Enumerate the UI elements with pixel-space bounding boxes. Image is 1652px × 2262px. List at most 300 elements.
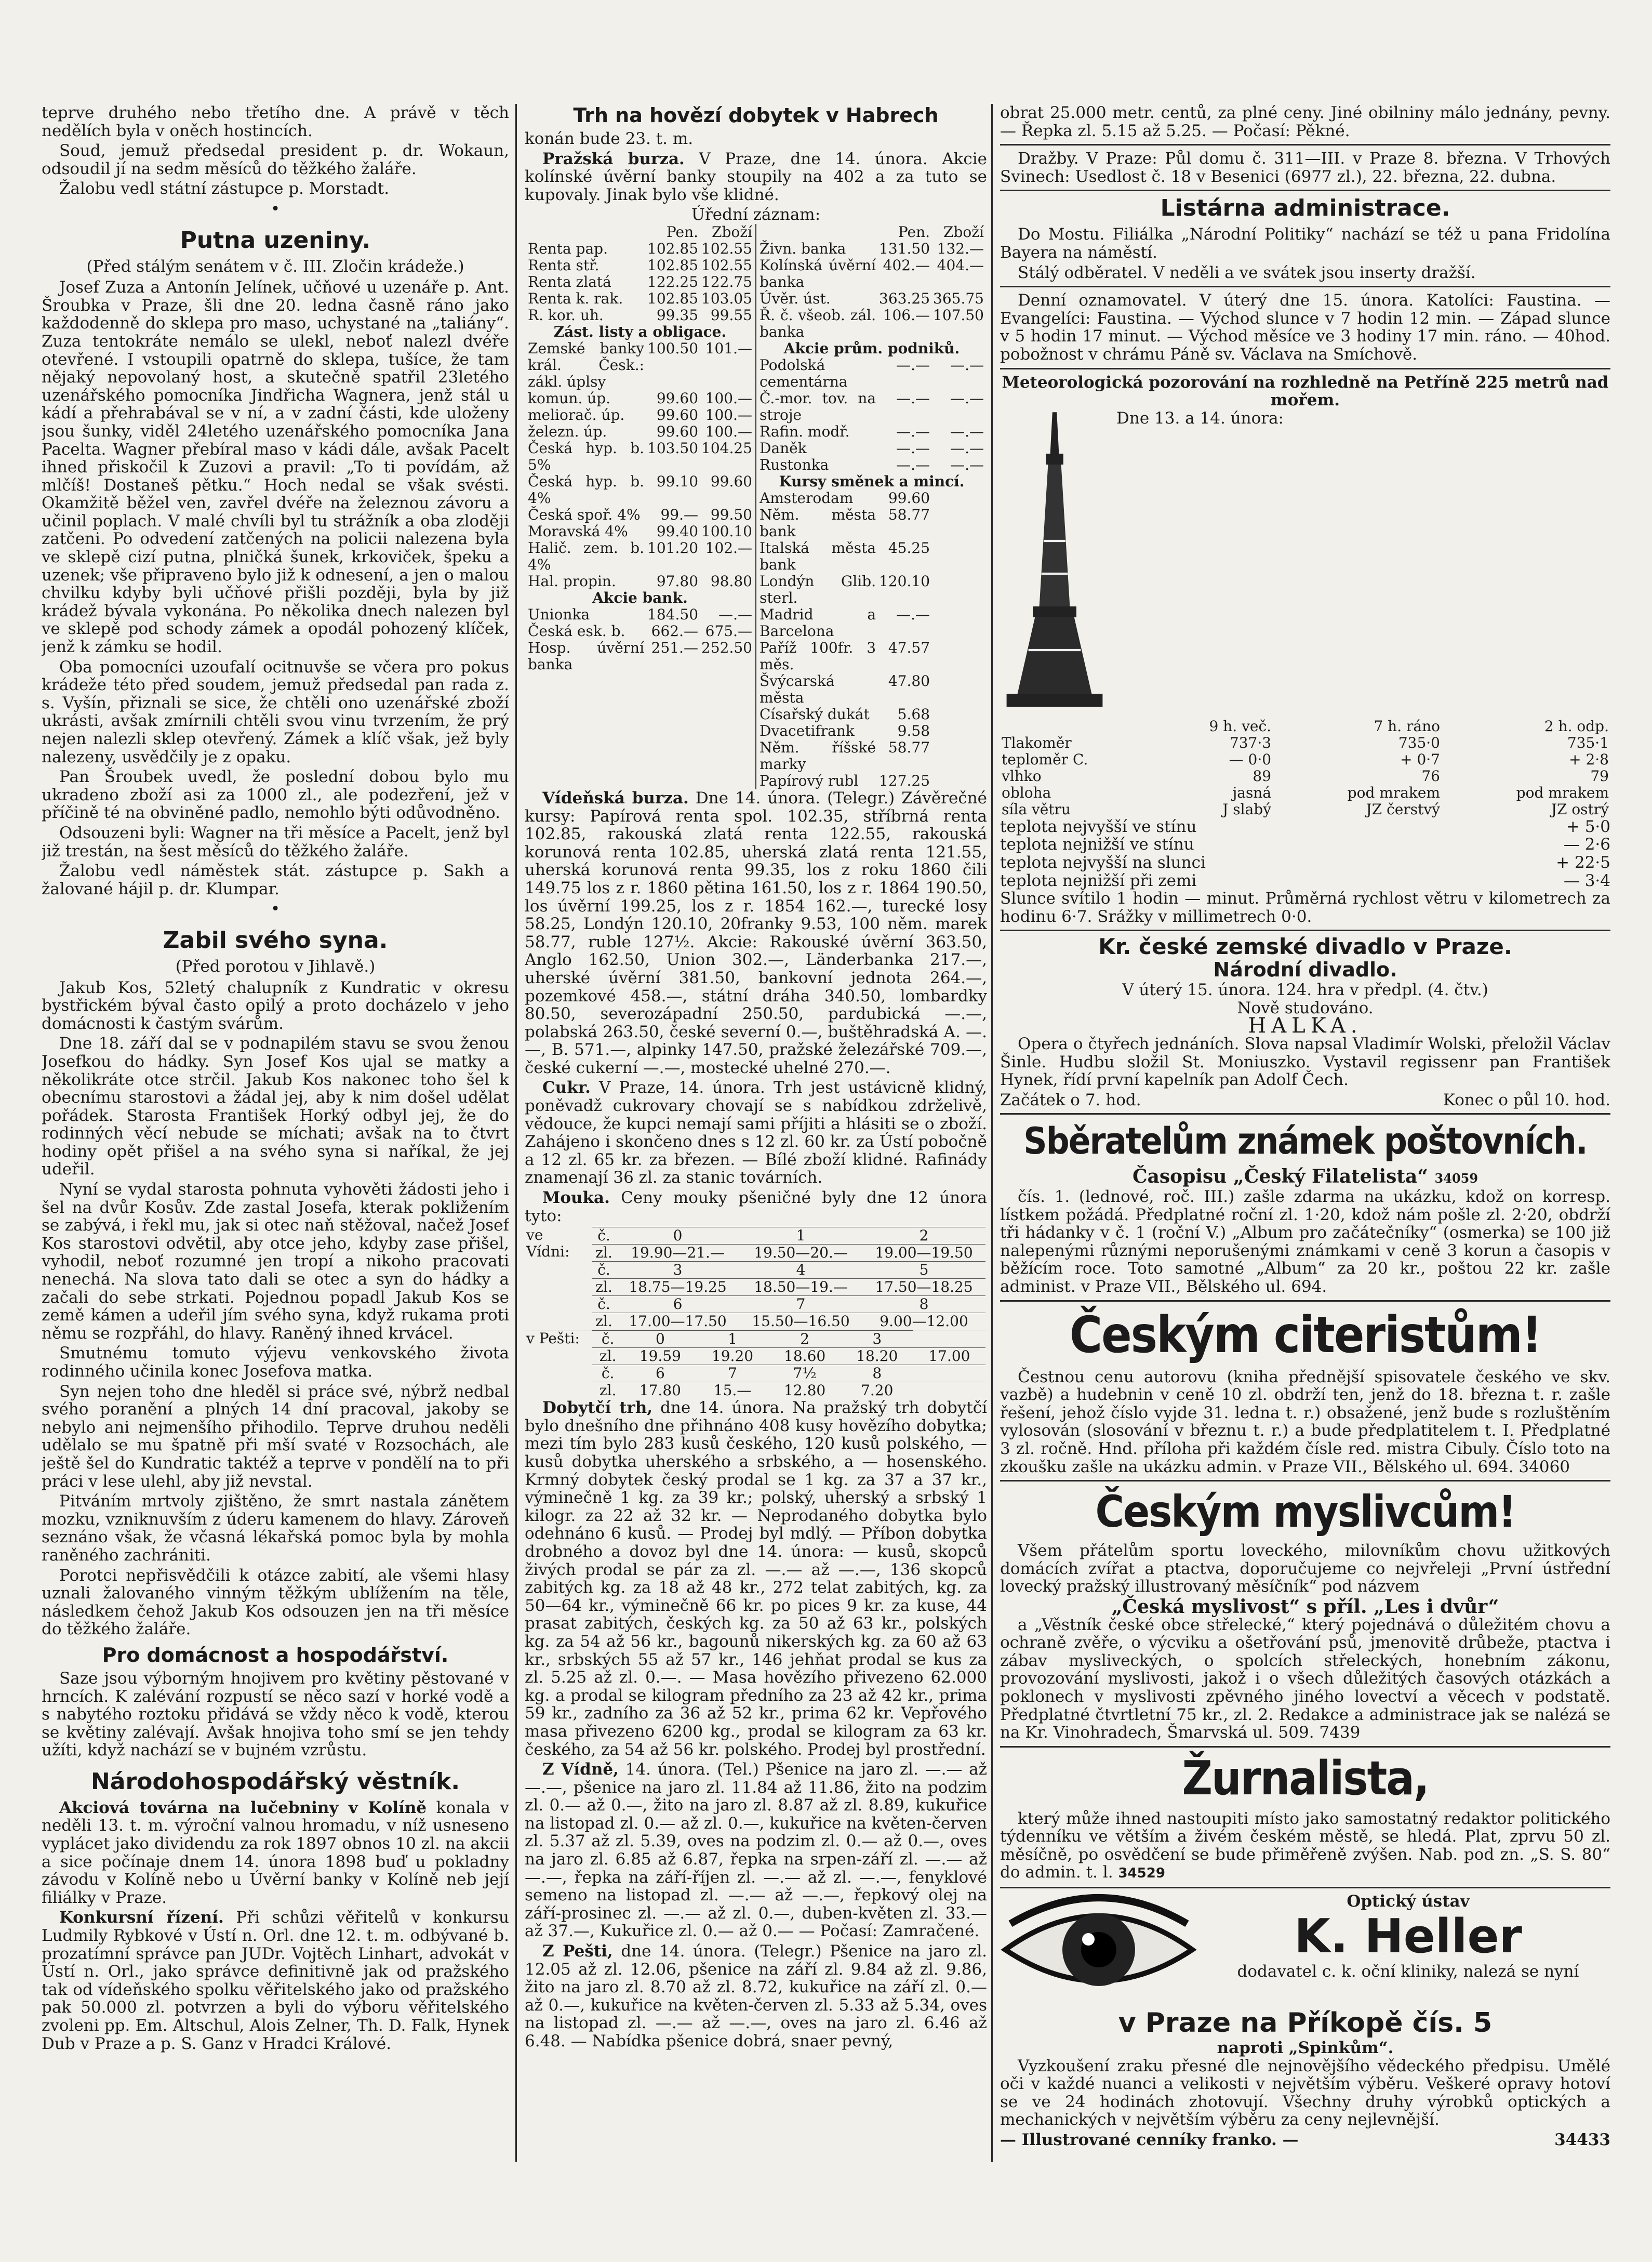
- stock-row: [758, 473, 985, 490]
- stock-row: [758, 290, 985, 307]
- run-in-heading: Dobytčí trh,: [542, 1398, 653, 1418]
- flour-cell: 4: [739, 1262, 862, 1279]
- price-cell: [931, 739, 985, 773]
- flour-cell: 17.50—18.25: [862, 1279, 985, 1296]
- flour-cell: [913, 1382, 985, 1399]
- stock-table-right: [758, 224, 985, 789]
- column-middle: [525, 104, 987, 2214]
- security-name: Amsterodam: [760, 489, 854, 507]
- price-cell: 47.57: [888, 639, 930, 656]
- stock-row: [758, 490, 985, 507]
- price-cell: 97.80: [656, 572, 699, 590]
- price-cell: 131.50: [879, 240, 930, 257]
- flour-cell: zl.: [592, 1279, 616, 1296]
- price-cell: 99.60: [888, 489, 930, 507]
- security-name: Papírový rubl: [760, 772, 859, 789]
- flour-cell: 17.80: [624, 1382, 696, 1399]
- flour-row: [592, 1365, 985, 1382]
- meteo-column-header: 2 h. odp.: [1544, 717, 1609, 735]
- meteo-cell: 735·0: [1398, 734, 1440, 751]
- paragraph-text: Při schůzi věřitelů v konkursu Ludmily Rybkové v Ústí n. Orl. dne 12. t. m. odbývané b. prozatímní správce pan JUDr. Vojtěch Linhart, advokát v Ústí n. Orl., jako správce definitivně jak od pražského tak od vídeňského spolku věřitelského jako od pražského pak 50.000 zl. potvrzen a byli do výboru věřitelského zvoleni pp. Em. Altschul, Alois Zelner, Th. D. Falk, Hynek Dub v Praze a p. S. Ganz v Hradci Králové.: [42, 1908, 509, 2053]
- flour-cell: 6: [624, 1365, 696, 1382]
- run-in-heading: Mouka.: [542, 1188, 610, 1208]
- price-cell: 404.—: [937, 256, 984, 274]
- meteo-cell: + 0·7: [1400, 750, 1440, 768]
- meteo-cell: + 2·8: [1569, 750, 1609, 768]
- stock-row: [758, 457, 985, 473]
- meteo-extreme-value: — 2·6: [1563, 835, 1610, 854]
- flour-cell: 15.—: [696, 1382, 768, 1399]
- ad-heading: Sběratelům známek poštovních.: [1023, 1120, 1587, 1163]
- flour-cell: 17.00: [913, 1348, 985, 1365]
- price-cell: 675.—: [705, 622, 752, 640]
- optician-ad: [1000, 1893, 1610, 2007]
- flour-cell: 6: [616, 1296, 739, 1313]
- stock-row: [526, 523, 754, 540]
- paragraph: Denní oznamovatel. V úterý dne 15. února. Katolíci: Faustina. — Evangelíci: Faustina. — Východ slunce v 7 hodin 12 min. — Západ slunce v 5 hodin 17 minut. — Východ měsíce ve 3 hodiny 17 min. ráno. — 40hod. pobožnost v chrámu Páně sv. Václava na Smíchově.: [1000, 291, 1610, 364]
- flour-cell: [913, 1365, 985, 1382]
- price-cell: 99.60: [656, 389, 699, 407]
- stock-row: [526, 424, 754, 440]
- run-in-heading: Z Vídně,: [542, 1760, 619, 1779]
- price-cell: 100.—: [705, 422, 752, 440]
- stock-row: [758, 507, 985, 540]
- price-cell: 103.05: [701, 289, 752, 307]
- price-cell: 99.10: [656, 472, 699, 490]
- security-name: Něm. města bank: [760, 506, 876, 540]
- price-cell: 106.—: [883, 306, 930, 324]
- price-cell: 363.25: [879, 289, 930, 307]
- column-header: Zboží: [712, 223, 752, 241]
- table-caption: Úřední záznam:: [691, 205, 821, 224]
- paragraph: Všem přátelům sportu loveckého, milovníkům chovu užitkových domácích zvířat a ptactva, doporučujeme co nejvřeleji „První ústřední lovecký pražský illustrovaný měsíčník“ pod názvem: [1000, 1541, 1610, 1596]
- price-cell: 365.75: [933, 289, 984, 307]
- price-cell: 101.20: [647, 539, 699, 557]
- price-cell: 103.50: [647, 439, 699, 457]
- price-cell: 100.—: [705, 406, 752, 424]
- flour-cell: č.: [592, 1262, 616, 1279]
- stock-row: [526, 307, 754, 324]
- meteo-tail: Slunce svítilo 1 hodin — minut. Průměrná rychlost větru v kilometrech za hodinu 6·7. Srážky v millimetrech 0·0.: [1000, 889, 1610, 926]
- meteo-extreme: [1000, 872, 1610, 890]
- performance-line: V úterý 15. února. 124. hra v předpl. (4. čtv.): [1122, 981, 1488, 1000]
- paragraph: Oba pomocníci uzoufalí ocitnuvše se včera pro pokus krádeže této před soudem, jemuž předsedal pan rada z. s. Vyšín, přiznali se sice, že chtěli ono uzenářské zboží ukrásti, avšak zmírnili chtěli svou vinu tvrzením, že prý nejen nalezli sklep otevřený. Zámek a klíč však, jež byly nalezeny, usvědčily je z opaku.: [42, 657, 509, 766]
- paragraph-text: Dne 14. února. (Telegr.) Závěrečné kursy: Papírová renta spol. 102.35, stříbrná renta 102.85, rakouská zlatá renta 122.55, rakouská korunová renta 102.85, uherská zlatá renta 121.55, uherská korunová renta 99.35, los z roku 1860 čili 149.75 los z r. 1860 pětina 161.50, los z r. 1864 190.50, los úvěrní 199.25, los z r. 1854 162.—, turecké losy 58.25, Londýn 120.10, 20franky 9.53, 100 něm. marek 58.77, ruble 127½. Akcie: Rakouské úvěrní 363.50, Anglo 162.50, Union 302.—, Länderbanka 217.—, uherské úvěrní 381.50, bankovní jednota 264.—, pozemkové 458.—, státní dráha 340.50, lombardky 80.50, severozápadní 250.50, pardubická —.—, polabská 263.50, české severní 0.—, buštěhradská A. —.—, B. 571.—, alpinky 147.50, pražské železářské 709.—, české cukerní —.—, mostecké uhelné 270.—.: [525, 788, 987, 1077]
- flour-cell: 2: [862, 1227, 985, 1245]
- meteo-table: [1000, 718, 1610, 818]
- theatre-heading: Kr. české zemské divadlo v Praze.: [1098, 934, 1512, 960]
- column-header: Pen.: [898, 223, 930, 241]
- meteo-column-header: 9 h. več.: [1209, 717, 1272, 735]
- price-cell: —.—: [896, 422, 930, 440]
- security-name: Renta k. rak.: [528, 289, 623, 307]
- stock-row: [758, 773, 985, 789]
- stock-row: [758, 440, 985, 457]
- column-right: [1000, 104, 1610, 2214]
- security-name: Živn. banka: [760, 240, 846, 257]
- security-name: Renta zlatá: [528, 273, 611, 290]
- stock-row: [526, 640, 754, 673]
- security-name: Kursy směnek a mincí.: [779, 472, 965, 490]
- stock-row: [758, 606, 985, 640]
- stock-row: [758, 640, 985, 673]
- price-cell: 101.—: [705, 339, 752, 357]
- paragraph: [525, 789, 987, 1077]
- column-rule: [515, 104, 517, 2162]
- flour-row: [592, 1245, 985, 1262]
- flour-cell: 18.20: [841, 1348, 913, 1365]
- paragraph: obrat 25.000 metr. centů, za plné ceny. Jiné obilniny málo jednány, pevny. — Řepka zl. 5.15 až 5.25. — Počasí: Pěkné.: [1000, 104, 1610, 140]
- stock-row: [526, 590, 754, 606]
- price-cell: 9.58: [897, 722, 930, 739]
- security-name: Něm. říšské marky: [760, 738, 876, 773]
- opera-title: HALKA.: [1248, 1014, 1363, 1038]
- performance-note: Nově studováno.: [1237, 998, 1374, 1017]
- security-name: Ř. č. všeob. zál. banka: [760, 306, 876, 340]
- ad-number: 34059: [1434, 1171, 1478, 1186]
- price-cell: [931, 490, 985, 507]
- stock-table: [525, 224, 987, 789]
- article-heading: Zabil svého syna.: [163, 927, 388, 954]
- flour-cell: 12.80: [769, 1382, 841, 1399]
- security-name: Švýcarská města: [760, 672, 835, 706]
- ad-heading: Žurnalista,: [1182, 1751, 1429, 1806]
- paragraph: Syn nejen toho dne hleděl si práce své, nýbrž nedbal svého poranění a plných 14 dní pracoval, jakoby se nebylo ani nejmenšího přihodilo. Teprve druhou neděli udělalo se mu špatně při mší svaté v Rozsochách, ale ještě šel do Kundratic taktéž a teprve v pondělí na to při práci v lese ulehl, aby již nevstal.: [42, 1382, 509, 1491]
- meteo-list: [1000, 818, 1610, 890]
- paragraph: Jakub Kos, 52letý chalupník z Kundratic v okresu bystřickém býval často opilý a proto docházelo v jeho domácnosti k častým svárům.: [42, 978, 509, 1033]
- flour-row: [592, 1348, 985, 1365]
- price-cell: [931, 773, 985, 789]
- meteo-header-row: [1000, 718, 1610, 735]
- price-cell: 102.55: [701, 256, 752, 274]
- meteo-block: [1000, 409, 1610, 926]
- divider: [1000, 1746, 1610, 1748]
- divider: [1000, 190, 1610, 191]
- paragraph: Pitváním mrtvoly zjištěno, že smrt nastala zánětem mozku, vzniknuvším z úderu kamenem do hlavy. Zároveň seznáno však, že včasná lékařská pomoc byla by mohla raněného zachrániti.: [42, 1492, 509, 1565]
- price-cell: 127.25: [879, 772, 930, 789]
- optician-name: K. Heller: [1294, 1909, 1522, 1964]
- price-cell: 402.—: [883, 256, 930, 274]
- performance-times: [1000, 1091, 1610, 1109]
- article-subheading: (Před porotou v Jihlavě.): [175, 957, 376, 976]
- price-cell: 99.50: [710, 506, 752, 523]
- theatre-subheading: Národní divadlo.: [1213, 958, 1397, 982]
- price-cell: 107.50: [933, 306, 984, 324]
- meteo-cell: Tlakoměr: [1002, 734, 1072, 751]
- article-subheading: (Před stálým senátem v č. III. Zločin krádeže.): [86, 257, 464, 276]
- flour-cell: 19.20: [696, 1348, 768, 1365]
- meteo-cell: pod mrakem: [1516, 784, 1609, 801]
- flour-cell: zl.: [592, 1313, 616, 1330]
- meteo-extreme-value: — 3·4: [1563, 871, 1610, 890]
- security-name: R. kor. uh.: [528, 306, 604, 324]
- meteo-cell: pod mrakem: [1347, 784, 1440, 801]
- paragraph: [525, 150, 987, 204]
- security-name: Podolská cementárna: [760, 356, 848, 390]
- meteo-extreme: [1000, 818, 1610, 836]
- stock-row: [758, 257, 985, 290]
- meteo-cell: 76: [1421, 767, 1440, 785]
- article-heading: Trh na hovězí dobytek v Habrech: [573, 104, 939, 127]
- column-header: Zboží: [943, 223, 984, 241]
- ad-heading: Českým myslivcům!: [1095, 1486, 1515, 1538]
- separator-dot: •: [270, 199, 281, 218]
- meteo-extreme-label: teplota nejvyšší na slunci: [1000, 853, 1206, 872]
- flour-row: [592, 1313, 985, 1330]
- paragraph: [525, 1942, 987, 2051]
- price-cell: —.—: [950, 389, 984, 407]
- eye-illustration: [1000, 1893, 1197, 2007]
- optician-footer: [1000, 2131, 1610, 2149]
- stock-row: [526, 623, 754, 640]
- paragraph: [525, 1079, 987, 1187]
- security-name: Císařský dukát: [760, 705, 870, 723]
- paragraph: Stálý odběratel. V neděli a ve svátek jsou inserty dražší.: [1018, 263, 1476, 282]
- table-right: [756, 224, 987, 789]
- flour-row: [592, 1279, 985, 1296]
- stock-row: [526, 390, 754, 407]
- paragraph: Smutnému tomuto výjevu venkovského života rodinného učinila konec Josefova matka.: [42, 1344, 509, 1381]
- paragraph: teprve druhého nebo třetího dne. A právě v těch nedělích byla v oněch hostincích.: [42, 104, 509, 140]
- meteo-column-header: 7 h. ráno: [1374, 717, 1440, 735]
- meteo-cell: — 0·0: [1229, 750, 1272, 768]
- security-name: Česká hyp. b. 5%: [528, 439, 645, 473]
- start-time: Začátek o 7. hod.: [1000, 1090, 1141, 1109]
- flour-row: [592, 1262, 985, 1279]
- price-cell: —.—: [896, 439, 930, 457]
- security-name: Č.-mor. tov. na stroje: [760, 389, 876, 424]
- paragraph: Odsouzeni byli: Wagner na tři měsíce a Pacelt, jenž byl již trestán, na šest měsíců do těžkého žaláře.: [42, 823, 509, 861]
- security-name: Česká spoř. 4%: [528, 506, 641, 523]
- stock-row: [526, 257, 754, 274]
- flour-cell: 1: [696, 1331, 768, 1348]
- flour-cell: 9.00—12.00: [862, 1313, 985, 1330]
- stock-row: [758, 340, 985, 357]
- meteo-cell: J slabý: [1222, 800, 1272, 818]
- flour-cell: 3: [616, 1262, 739, 1279]
- price-cell: 100.10: [701, 522, 752, 540]
- flour-cell: 7.20: [841, 1382, 913, 1399]
- price-cell: —.—: [718, 605, 752, 623]
- security-name: Rustonka: [760, 456, 829, 473]
- price-cell: [931, 640, 985, 673]
- flour-cell: 19.00—19.50: [862, 1245, 985, 1262]
- flour-cell: 15.50—16.50: [739, 1313, 862, 1330]
- meteo-extreme: [1000, 854, 1610, 872]
- price-cell: 252.50: [701, 639, 752, 656]
- optician-address: v Praze na Příkopě čís. 5: [1118, 2007, 1493, 2039]
- divider: [1000, 930, 1610, 931]
- paragraph: Soud, jemuž předsedal president p. dr. Wokaun, odsoudil jí na sedm měsíců do těžkého žaláře.: [42, 141, 509, 178]
- stock-row: [526, 290, 754, 307]
- divider: [1000, 1887, 1610, 1888]
- meteo-row: [1000, 801, 1610, 818]
- paragraph: Pan Šroubek uvedl, že poslední dobou bylo mu ukradeno zboží asi za 1000 zl., ale podezření, jež v příčině té na obviněné padlo, nemohlo býti odůvodněno.: [42, 768, 509, 823]
- end-time: Konec o půl 10. hod.: [1443, 1090, 1610, 1109]
- price-cell: —.—: [950, 456, 984, 473]
- price-cell: [931, 507, 985, 540]
- flour-cell: 7: [696, 1365, 768, 1382]
- price-cell: 99.35: [656, 306, 699, 324]
- price-cell: —.—: [950, 356, 984, 374]
- stock-row: [758, 357, 985, 390]
- flour-pest: [592, 1330, 985, 1399]
- flour-cell: 19.50—20.—: [739, 1245, 862, 1262]
- security-name: komun. úp.: [528, 389, 611, 407]
- paragraph: čís. 1. (lednové, roč. III.) zašle zdarma na ukázku, kdož on korresp. lístkem požádá. Předplatné roční zl. 1·20, kdož nám pošle zl. 2·20, obdrží tři hádanky v č. 1 (roční V.) „Album pro začátečníky“ (osmerka) se 100 již nalepenými různými neporušenými známkami v ceně 3 korun a časopis v běžícím roce. Toto samotné „Album“ za 20 kr., poštou 22 kr. zašle administ. v Praze VII., Bělského ul. 694.: [1000, 1187, 1610, 1296]
- stock-row: [758, 706, 985, 723]
- price-cell: 120.10: [879, 572, 930, 590]
- flour-cell: 3: [841, 1331, 913, 1348]
- flour-cell: 0: [624, 1331, 696, 1348]
- flour-cell: č.: [592, 1227, 616, 1245]
- price-cell: 58.77: [888, 738, 930, 756]
- price-cell: 100.—: [705, 389, 752, 407]
- meteo-cell: síla větru: [1002, 800, 1071, 818]
- stock-row: [526, 473, 754, 507]
- price-cell: 662.—: [651, 622, 699, 640]
- paragraph-text: V Praze, 14. února. Trh jest ustávicně klidný, poněvadž cukrovary chovají se s nabídkou zdrželivě, vědouce, že kupci nemají sami příjiti a hlásiti se o zboží. Zahájeno i skončeno dnes s 12 zl. 60 kr. za Ústí pobočně a 12 zl. 65 kr. za březen. — Bílé zboží klidné. Rafinády znamenají 36 zl. za stanic továrních.: [525, 1078, 987, 1187]
- stock-row: [526, 241, 754, 257]
- price-cell: 58.77: [888, 506, 930, 523]
- paragraph: a „Věstník české obce střelecké,“ který pojednává o důležitém chovu a ochraně zvěře, o výcviku a ošetřování psů, jmenovitě drůbeže, ptactva i zábav mysliveckých, o spolcích střeleckých, honebním zákonu, provozování myslivosti, jakož i o všech důležitých časových otázkách a poklonech v myslivosti zpěvného jiného lovectví a věcech v podstatě. Předplatné čtvrtletní 75 kr., zl. 2. Redakce a administrace jak se nalézá se na Kr. Vinohradech, Šmarvská ul. 509. 7439: [1000, 1615, 1610, 1742]
- paragraph: konán bude 23. t. m.: [525, 129, 694, 148]
- security-name: Hosp. úvěrní banka: [528, 639, 645, 673]
- flour-price-table: [525, 1227, 987, 1399]
- divider: [1000, 1300, 1610, 1302]
- flour-cell: č.: [592, 1296, 616, 1313]
- paragraph: Dražby. V Praze: Půl domu č. 311—III. v Praze 8. března. V Trhových Svinech: Usedlost č. 18 v Besenici (6977 zl.), 22. března, 22. dubna.: [1000, 149, 1610, 186]
- meteo-extreme-value: + 22·5: [1556, 853, 1610, 872]
- security-name: železn. úp.: [528, 422, 607, 440]
- price-cell: 99.60: [656, 422, 699, 440]
- stock-row: [526, 324, 754, 340]
- security-name: Rafin. modř.: [760, 422, 850, 440]
- stock-row: [526, 540, 754, 573]
- run-in-heading: Konkursní řízení.: [59, 1908, 224, 1927]
- paragraph: Dne 18. září dal se v podnapilém stavu se svou ženou Josefkou do hádky. Syn Josef Kos ujal se matky a několikráte otce strčil. Jakub Kos nakonec toho šel k obecnímu starostovi a žádal jej, aby k nim došel udělat pořádek. Starosta František Horký odbyl jej, že do rodinných věcí nebude se míchati; avšak na to čtvrt hodiny opět přišel a na svého syna si naříkal, že jej udeřil.: [42, 1034, 509, 1179]
- price-cell: 122.75: [701, 273, 752, 290]
- ad-number: 34529: [1118, 1866, 1165, 1882]
- stock-row: [758, 424, 985, 440]
- flour-row: [592, 1227, 985, 1245]
- price-cell: 99.40: [656, 522, 699, 540]
- magazine-name: Časopisu „Český Filatelista“: [1132, 1166, 1428, 1188]
- meteo-cell: vlhko: [1002, 767, 1042, 785]
- optician-label: Optický ústav: [1347, 1893, 1470, 1911]
- paragraph: Josef Zuza a Antonín Jelínek, učňové u uzenáře p. Ant. Šroubka v Praze, šli dne 20. ledna časně ráno jako každodenně do sklepa pro maso, uchystané na „taliány“. Zuza tentokráte nemálo se ulekl, neboť nalezl dvéře otevřené. I vstoupili opatrně do sklepa, tušíce, že tam nějaký nepovolaný host, a skutečně spatřil 23letého uzenářského pomocníka Jindřicha Wagnera, jenž stál u kádí a přehrabával se v ní, a v zadní části, kde uloženy jsou šunky, viděl 24letého uzenářského pomocníka Jana Pacelta. Wagner přebíral maso v kádi dále, avšak Pacelt ihned přiskočil k Zuzovi a pravil: „To ti povídám, až mlčíš! Dostaneš pětku.“ Hoch nedal se však svésti. Okamžitě běžel ven, zavřel dvéře na železnou závoru a učinil poplach. V malé chvíli byl tu strážník a oba zloději zatčeni. Po odvedení zatčených na policii nalezena byla ve sklepě cizí putna, plničká šunek, krkoviček, špeku a uzenek; vše připraveno bylo již k odnesení, a jen o malou chvilku kdyby byli učňové přišli později, byla by již krádež bývala vykonána. Po několika dnech nalezen byl ve sklepě pod schody zámek a opodál pohozený klíček, jenž k zámku se hodil.: [42, 278, 509, 657]
- catalog-note: — Illustrované cenníky franko. —: [1000, 2131, 1299, 2150]
- security-name: Madrid a Barcelona: [760, 605, 876, 640]
- security-name: Úvěr. úst.: [760, 289, 831, 307]
- flour-cell: 7½: [769, 1365, 841, 1382]
- flour-row: [592, 1382, 985, 1399]
- meteo-row: [1000, 751, 1610, 768]
- price-cell: 122.25: [647, 273, 699, 290]
- security-name: Paříž 100fr. 3 měs.: [760, 639, 876, 673]
- paragraph: [42, 1909, 509, 2053]
- flour-cell: č.: [592, 1331, 624, 1348]
- price-cell: 102.85: [647, 289, 699, 307]
- price-cell: 102.85: [647, 256, 699, 274]
- divider: [1000, 1113, 1610, 1115]
- meteo-row: [1000, 735, 1610, 751]
- security-name: Moravská 4%: [528, 522, 628, 540]
- flour-cell: 19.90—21.—: [616, 1245, 739, 1262]
- paragraph-text: který může ihned nastoupiti místo jako samostatný redaktor politického týdenníku ve větším a živém českém městě, se hledá. Plat, zprvu 50 zl. měsíčně, po osvědčení se bude přiměřeně zvýšen. Nab. pod zn. „S. S. 80“ do admin. t. l.: [1000, 1809, 1610, 1882]
- meteo-cell: 79: [1590, 767, 1609, 785]
- meteo-cell: JZ ostrý: [1551, 800, 1609, 818]
- price-cell: [931, 706, 985, 723]
- paragraph: [1000, 1810, 1610, 1883]
- petrin-tower-image: [1000, 409, 1109, 716]
- stock-row: [758, 540, 985, 573]
- security-name: Halič. zem. b. 4%: [528, 539, 645, 573]
- meteo-extreme-label: teplota nejnižší při zemi: [1000, 871, 1197, 890]
- meteo-extreme-label: teplota nejnižší ve stínu: [1000, 835, 1194, 854]
- section-heading: Národohospodářský věstník.: [90, 1768, 460, 1795]
- run-in-heading: Z Pešti,: [542, 1942, 613, 1961]
- flour-cell: 0: [616, 1227, 739, 1245]
- price-cell: 104.25: [701, 439, 752, 457]
- meteo-row: [1000, 785, 1610, 801]
- security-name: Renta pap.: [528, 240, 608, 257]
- stock-row: [526, 440, 754, 473]
- security-name: Hal. propin.: [528, 572, 616, 590]
- column-left: [42, 104, 509, 2214]
- flour-row: [592, 1296, 985, 1313]
- flour-row: [592, 1331, 985, 1348]
- optician-line: dodavatel c. k. oční kliniky, nalezá se nyní: [1237, 1962, 1579, 1981]
- flour-cell: 18.50—19.—: [739, 1279, 862, 1296]
- paragraph-text: V Praze, dne 14. února. Akcie kolínské úvěrní banky stoupily na 402 a za tuto se kupovaly. Jinak bylo vše klidné.: [525, 149, 987, 204]
- paragraph-text: dne 14. února. Na pražský trh dobytčí bylo dnešního dne přihnáno 408 kusy hovězího dobytka; mezi tím bylo 283 kusů českého, 120 kusů polského, — kusů dobytka uherského a srbského, a — hosenského. Krmný dobytek český prodal se 1 kg. za 37 a 37 kr., výminečně 1 kg. za 39 kr.; polský, uherský a srbský 1 kilogr. za 22 až 32 kr. — Neprodaného dobytka bylo odehnáno 6 kusů. — Prodej byl mdlý. — Příbon dobytka drobného a dovoz byl dne 14. února: — kusů, skopců živých prodal se pár za zl. —.— až —.—, 136 skopců zabitých kg. za 18 až 48 kr., 272 telat zabitých, kg. za 50—64 kr., výminečně 66 kr. po pices 9 kr. za kuse, 44 prasat zabitých, českých kg. za 50 až 63 kr., polských kg. za 54 až 56 kr., bagounů nikerských kg. za 60 až 63 kr., srbských 55 až 57 kr., 146 jehňat prodal se kus za zl. 5.25 až zl. 0.—. — Masa hovězího přivezeno 62.000 kg. a prodal se kilogram předního za 23 až 42 kr., prima 59 kr., zadního za 36 až 52 kr., prima 62 kr. Vepřového masa přivezeno 6200 kg., prodal se kilogram za 63 kr. českého, za 54 až 56 kr. polského. Prodej byl prostřední.: [525, 1398, 987, 1759]
- section-heading: Listárna administrace.: [1160, 195, 1450, 222]
- stock-row: [758, 673, 985, 706]
- price-cell: [931, 673, 985, 706]
- flour-cell: zl.: [592, 1245, 616, 1262]
- meteo-label: [1000, 718, 1158, 735]
- paragraph: Vyzkoušení zraku přesné dle nejnovějšího vědeckého předpisu. Umělé oči v každé nuanci a velikosti v největším výběru. Veškeré opravy hotoví se ve 24 hodinách zhotovují. Všechny druhy výrobků optických a mechanických v největším výběru za ceny nejlevnější.: [1000, 2056, 1610, 2129]
- security-name: Kolínská úvěrní banka: [760, 256, 876, 290]
- paragraph: Žalobu vedl státní zástupce p. Morstadt.: [59, 179, 390, 199]
- paragraph: Čestnou cenu autorovu (kniha přednější spisovatele českého ve skv. vazbě) a hudebnin v ceně 10 zl. obdrží ten, jenž do 18. března t. r. zašle řešení, jehož číslo vyjde 31. ledna t. r.) obsažené, jenž bude s rozluštěním vylosován (slosování v březnu t. r.) a bude předplatitelem t. I. Předplatné 3 zl. ročně. Hnd. příloha při každém čísle red. mistra Cibuly. Číslo toto na zkoušku zašle na ukázku admin. v Praze VII., Bělského ul. 694. 34060: [1000, 1367, 1610, 1476]
- price-cell: [931, 573, 985, 606]
- price-cell: —.—: [896, 605, 930, 623]
- flour-cell: 8: [841, 1365, 913, 1382]
- paragraph: Opera o čtyřech jednáních. Slova napsal Vladimír Wolski, přeložil Václav Šinle. Hudbu složil St. Moniuszko. Vystavil regissenr pan František Hynek, řídí první kapelník pan Adolf Čech.: [1000, 1035, 1610, 1090]
- meteo-cell: 89: [1253, 767, 1272, 785]
- price-cell: [931, 540, 985, 573]
- stock-row: [758, 307, 985, 340]
- price-cell: 45.25: [888, 539, 930, 557]
- paragraph-text: 14. února. (Tel.) Pšenice na jaro zl. —.— až —.—, pšenice na jaro zl. 11.84 až 11.86, žito na podzim zl. 0.— až 0.—, žito na jaro zl. 8.87 až zl. 8.89, kukuřice na listopad zl. 0.— až zl. 0.—, kukuřice na květen-červen zl. 5.37 až zl. 5.39, oves na podzim zl. 0.— až 0.—, oves na jaro zl. 6.85 až 6.87, řepka na srpen-září zl. —.— až —.—, řepka na září-říjen zl. —.— až zl. —.—, fenyklové semeno na listopad zl. —.— až —.—, řepkový olej na září-prosinec zl. —.— až zl. 0.—, duben-květen zl. 33.— až 37.—, Kukuřice zl. 0.— až 0.— — Počasí: Zamračené.: [525, 1760, 987, 1941]
- price-cell: 47.80: [888, 672, 930, 690]
- ad-number: 34433: [1554, 2131, 1610, 2150]
- paragraph: Nyní se vydal starosta pohnuta vyhověti žádosti jeho i šel na dvůr Kosův. Zde zastal Josefa, kterak pokližením se zabývá, i řekl mu, jak si otec naň stěžoval, načež Josef Kos starostovi odvětil, aby otce jeho, kdyby zase přišel, vyhodil, neboť rozumné jen tropí a nikoho pracovati nenechá. Na slova tato dali se otec a syn do hádky a začali do sebe strkati. Pojednou popadl Jakub Kos se země kámen a udeřil jím svého syna, když rukama proti němu se rozpřáhl, do hlavy. Raněný ihned krvácel.: [42, 1180, 509, 1343]
- price-cell: 184.50: [647, 605, 699, 623]
- price-cell: 100.50: [647, 339, 699, 357]
- security-name: Renta stř.: [528, 256, 599, 274]
- price-cell: 99.60: [656, 406, 699, 424]
- column-header: Pen.: [666, 223, 699, 241]
- meteo-cell: 735·1: [1567, 734, 1609, 751]
- price-cell: —.—: [896, 389, 930, 407]
- ad-heading: Českým citeristům!: [1069, 1305, 1541, 1364]
- flour-cell: 17.00—17.50: [616, 1313, 739, 1330]
- meteo-cell: 737·3: [1229, 734, 1272, 751]
- paragraph: [42, 1799, 509, 1907]
